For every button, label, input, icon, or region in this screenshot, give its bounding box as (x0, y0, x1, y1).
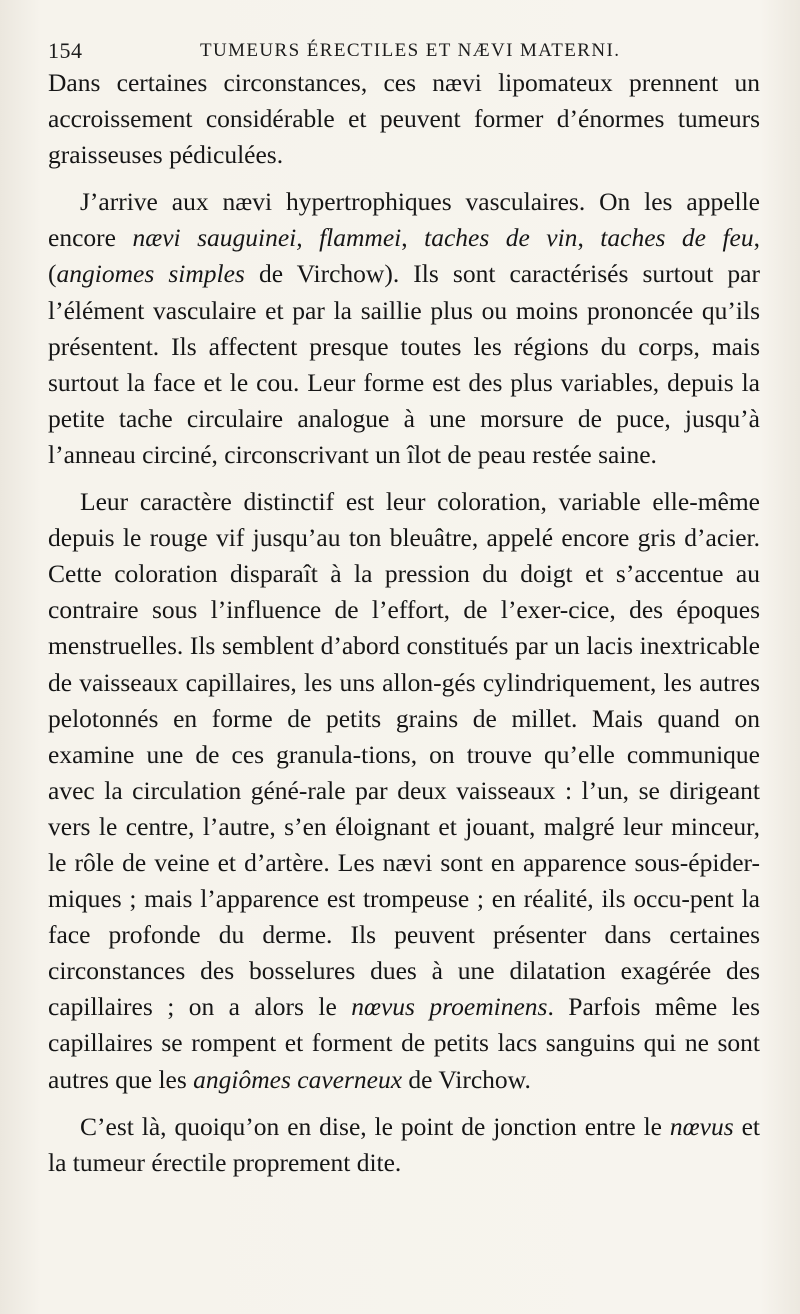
text-run: Leur caractère distinctif est leur coloration, variable elle-même depuis le rouge vif jusqu’au ton bleuâtre, appelé encore gris d’acier. Cette coloration disparaît à la pression du doigt et s’accentue au contraire sous l’influence de l’effort, de l’exer-cice, des époques menstruelles. Ils semblent d’abord constitués par un lacis inextricable de vaisseaux capillaires, les uns allon-gés cylindriquement, les autres pelotonnés en forme de petits grains de millet. Mais quand on examine une de ces granula-tions, on trouve qu’elle communique avec la circulation géné-rale par deux vaisseaux : l’un, se dirigeant vers le centre, l’autre, s’en éloignant et jouant, malgré leur minceur, le rôle de veine et d’artère. Les nævi sont en apparence sous-épider-miques ; mais l’apparence est trompeuse ; en réalité, ils occu-pent la face profonde du derme. Ils peuvent présenter dans certaines circonstances des bosselures dues à une dilatation exagérée des capillaires ; on a alors le (48, 487, 760, 1022)
text-run: , (577, 223, 601, 253)
italic-term: taches de vin (424, 223, 578, 253)
running-title: TUMEURS ÉRECTILES ET NÆVI MATERNI. (200, 40, 621, 61)
italic-term: angiomes simples (56, 259, 245, 289)
text-run: . Parfois même les capillaires se rompent et forment de petits lacs sanguins qui ne sont autres que les (48, 992, 760, 1094)
paragraph (48, 184, 760, 473)
italic-term: nœvus proeminens (351, 992, 548, 1022)
text-run: J’arrive aux nævi hypertrophiques vasculaires. On les appelle encore (48, 187, 760, 253)
italic-term: nœvus (669, 1111, 734, 1141)
running-head (48, 38, 758, 68)
italic-term: nævi sauguinei, flammei (132, 223, 402, 253)
text-run: Dans certaines circonstances, ces nævi lipomateux prennent un accroissement considérable et peuvent former d’énormes tumeurs graisseuses pédiculées. (48, 68, 760, 170)
text-run: et la tumeur érectile proprement dite. (48, 1111, 760, 1177)
text-run: de Virchow). Ils sont caractérisés surtout par l’élément vasculaire et par la saillie plus ou moins prononcée qu’ils présentent. Ils affectent presque toutes les régions du corps, mais surtout la face et le cou. Leur forme est des plus variables, depuis la petite tache circulaire analogue à une morsure de puce, jusqu’à l’anneau circiné, circonscrivant un îlot de peau restée saine. (48, 259, 760, 469)
italic-term: angiômes caverneux (193, 1064, 403, 1094)
body-text (48, 65, 760, 1181)
italic-term: taches de feu (600, 223, 754, 253)
paragraph (48, 484, 760, 1098)
text-run: , ( (48, 223, 760, 289)
text-run: C’est là, quoiqu’on en dise, le point de jonction entre le (80, 1111, 670, 1141)
text-run: , (401, 223, 425, 253)
paragraph (48, 1109, 760, 1181)
text-run: de Virchow. (402, 1064, 531, 1094)
page-number: 154 (48, 38, 83, 63)
paragraph (48, 65, 760, 173)
